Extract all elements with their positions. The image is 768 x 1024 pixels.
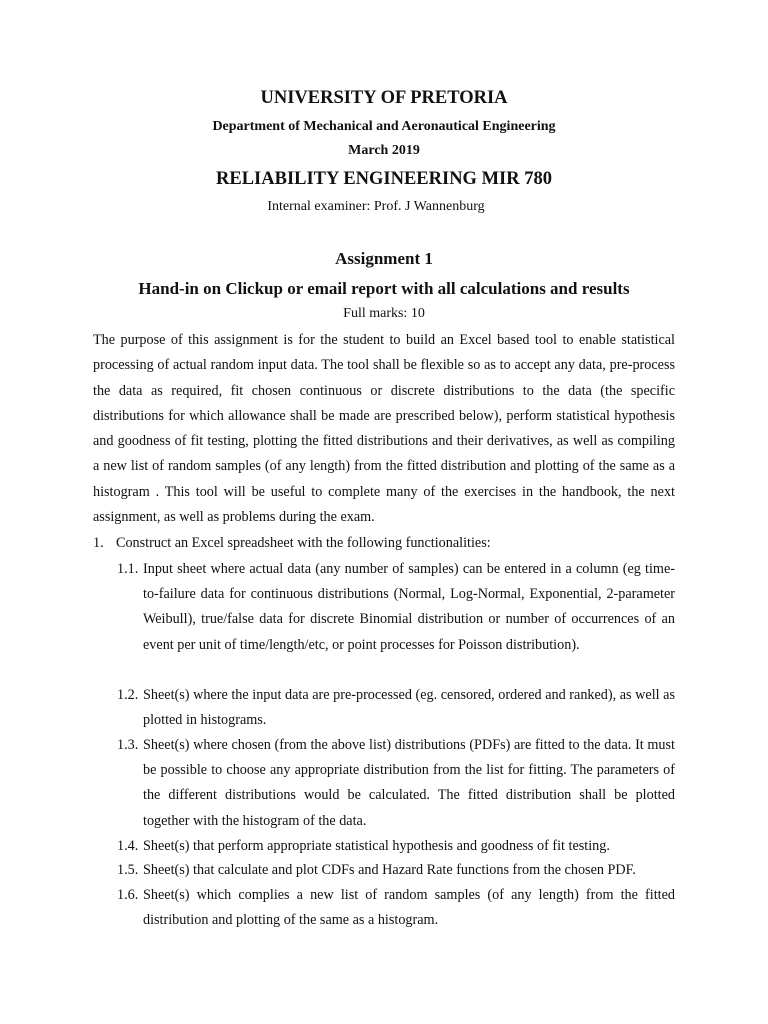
full-marks: Full marks: 10 — [343, 306, 425, 321]
list-number: 1. — [93, 535, 104, 551]
sub-item-text: Sheet(s) where chosen (from the above list) distributions (PDFs) are fitted to the data. It must be possible to choose any appropriate distribution from the list for fitting. The parameters of the different distributions would be calculated. The fitted distribution shall be plotted together with the histogram of the data. — [143, 737, 675, 829]
sub-item-number: 1.4. — [117, 838, 139, 854]
list-text: Construct an Excel spreadsheet with the following functionalities: — [116, 535, 491, 551]
sub-item-text: Sheet(s) where the input data are pre-processed (eg. censored, ordered and ranked), as well as plotted in histograms. — [143, 687, 675, 729]
department-name: Department of Mechanical and Aeronautical Engineering — [212, 119, 556, 134]
sub-item-text: Sheet(s) which complies a new list of random samples (of any length) from the fitted distribution and plotting of the same as a histogram. — [143, 887, 675, 929]
sub-list-item — [117, 883, 675, 933]
sub-item-number: 1.6. — [117, 887, 139, 903]
sub-item-text: Input sheet where actual data (any number of samples) can be entered in a column (eg time-to-failure data for continuous distributions (Normal, Log-Normal, Exponential, 2-parameter Weibull), true/false data for discrete Binomial distribution or number of occurrences of an event per unit of time/length/etc, or point processes for Poisson distribution). — [143, 561, 675, 653]
sub-item-number: 1.5. — [117, 862, 139, 878]
sub-list-item — [117, 858, 675, 883]
examiner-line: Internal examiner: Prof. J Wannenburg — [267, 199, 485, 214]
list-item — [93, 531, 491, 556]
sub-list-item — [117, 557, 675, 658]
sub-list-item — [117, 834, 675, 859]
sub-item-number: 1.3. — [117, 737, 139, 753]
sub-list-item — [117, 683, 675, 733]
assignment-title: Assignment 1 — [335, 249, 433, 268]
sub-item-text: Sheet(s) that perform appropriate statistical hypothesis and goodness of fit testing. — [143, 838, 610, 854]
intro-paragraph: The purpose of this assignment is for the student to build an Excel based tool to enable statistical processing of actual random input data. The tool shall be flexible so as to accept any data, pre-process the data as required, fit chosen continuous or discrete distributions to the data (the specific distributions for which allowance shall be made are prescribed below), perform statistical hypothesis and goodness of fit testing, plotting the fitted distributions and their derivatives, as well as compiling a new list of random samples (of any length) from the fitted distribution and plotting of the same as a histogram . This tool will be useful to complete many of the exercises in the handbook, the next assignment, as well as problems during the exam. — [93, 332, 675, 526]
sub-list-item — [117, 733, 675, 834]
sub-item-number: 1.1. — [117, 561, 139, 577]
sub-item-number: 1.2. — [117, 687, 139, 703]
course-title: RELIABILITY ENGINEERING MIR 780 — [216, 169, 552, 189]
handin-instructions: Hand-in on Clickup or email report with all calculations and results — [138, 279, 630, 298]
university-title: UNIVERSITY OF PRETORIA — [260, 88, 508, 108]
sub-item-text: Sheet(s) that calculate and plot CDFs and Hazard Rate functions from the chosen PDF. — [143, 862, 636, 878]
document-date: March 2019 — [348, 143, 420, 158]
